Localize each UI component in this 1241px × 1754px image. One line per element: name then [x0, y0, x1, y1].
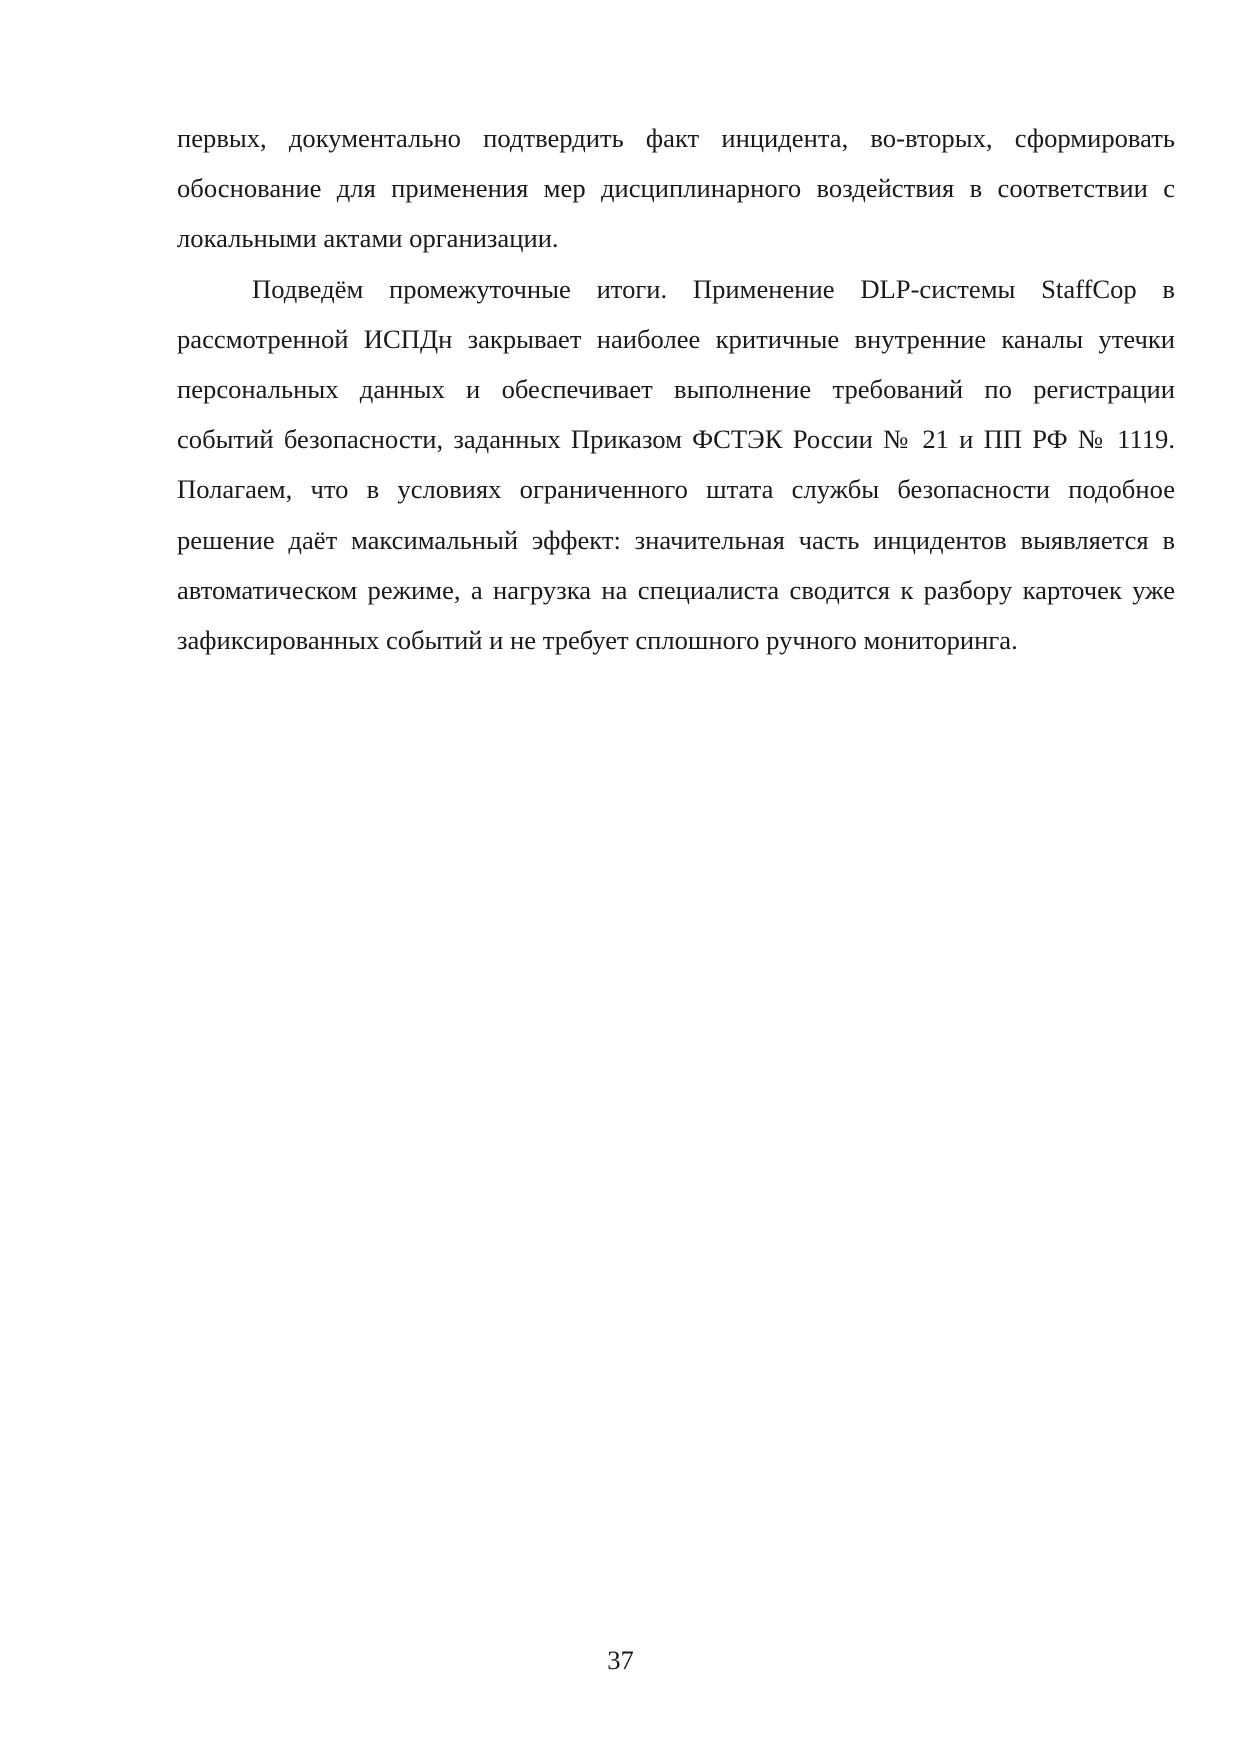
paragraph-summary: Подведём промежуточные итоги. Применение DLP-системы StaffCop в рассмотренной ИСПДн закрывает наиболее критичные внутренние каналы утечки персональных данных и обеспечивает выполнение требований по регистрации событий безопасности, заданных Приказом ФСТЭК России № 21 и ПП РФ № 1119. Полагаем, что в условиях ограниченного штата службы безопасности подобное решение даёт максимальный эффект: значительная часть инцидентов выявляется в автоматическом режиме, а нагрузка на специалиста сводится к разбору карточек уже зафиксированных событий и не требует сплошного ручного мониторинга.: [177, 273, 1175, 656]
body-text: [177, 113, 1175, 665]
page-number: 37: [607, 1645, 634, 1675]
paragraph-continuation: первых, документально подтвердить факт инцидента, во-вторых, сформировать обоснование для применения мер дисциплинарного воздействия в соответствии с локальными актами организации.: [177, 123, 1175, 254]
